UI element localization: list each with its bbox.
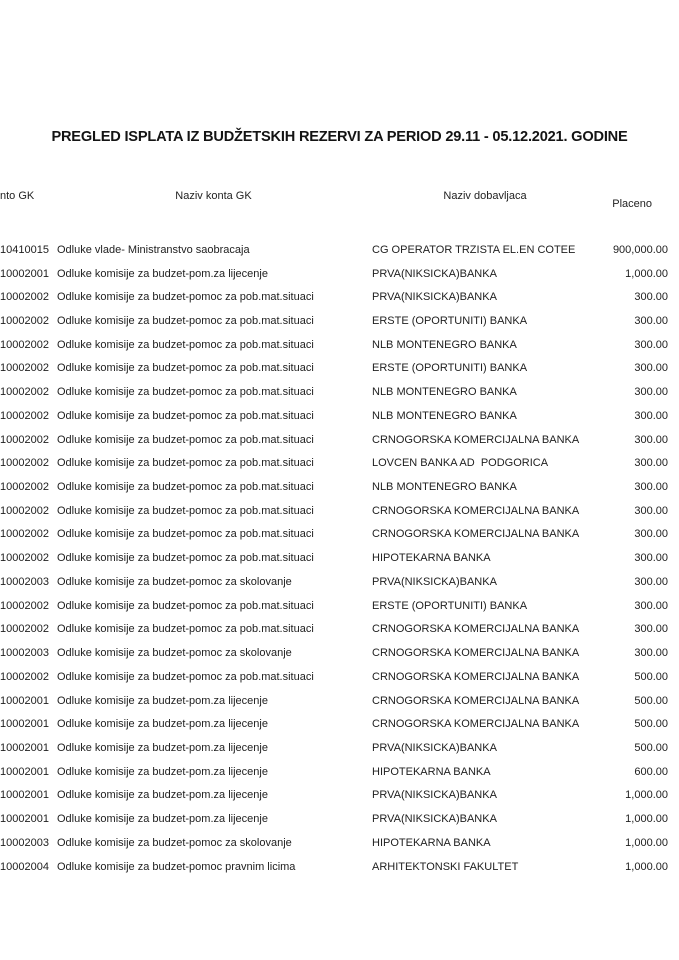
cell-placeno: 500.00 [634,741,668,754]
table-row [0,784,679,808]
cell-placeno: 500.00 [634,670,668,683]
cell-placeno: 300.00 [634,433,668,446]
table-row [0,855,679,879]
cell-placeno: 600.00 [634,765,668,778]
cell-konto-gk: 10002002 [0,291,49,304]
cell-konto-gk: 10002002 [0,315,49,328]
cell-naziv-dobavljaca: CRNOGORSKA KOMERCIJALNA BANKA [372,647,580,660]
cell-placeno: 1,000.00 [625,789,668,802]
cell-konto-gk: 10002002 [0,433,49,446]
cell-naziv-konta: Odluke komisije za budzet-pomoc za skolovanje [57,647,292,660]
cell-placeno: 300.00 [634,315,668,328]
cell-konto-gk: 10002002 [0,504,49,517]
table-row [0,546,679,570]
table-row [0,523,679,547]
cell-naziv-konta: Odluke komisije za budzet-pomoc za pob.mat.situaci [57,291,314,304]
cell-naziv-dobavljaca: CRNOGORSKA KOMERCIJALNA BANKA [372,528,580,541]
cell-konto-gk: 10002002 [0,528,49,541]
table-row [0,333,679,357]
cell-naziv-konta: Odluke komisije za budzet-pomoc za skolovanje [57,836,292,849]
table-row [0,404,679,428]
cell-konto-gk: 10002004 [0,860,49,873]
cell-naziv-konta: Odluke komisije za budzet-pomoc za pob.mat.situaci [57,528,314,541]
cell-konto-gk: 10002002 [0,599,49,612]
cell-naziv-dobavljaca: ERSTE (OPORTUNITI) BANKA [372,362,528,375]
cell-placeno: 500.00 [634,694,668,707]
table-row [0,475,679,499]
cell-naziv-konta: Odluke komisije za budzet-pom.za lijecenje [57,694,268,707]
cell-naziv-dobavljaca: CG OPERATOR TRZISTA EL.EN COTEE [372,243,576,256]
cell-konto-gk: 10002001 [0,694,49,707]
report-title: PREGLED ISPLATA IZ BUDŽETSKIH REZERVI ZA PERIOD 29.11 - 05.12.2021. GODINE [51,129,628,145]
cell-placeno: 300.00 [634,362,668,375]
cell-naziv-konta: Odluke komisije za budzet-pomoc za pob.mat.situaci [57,599,314,612]
cell-naziv-dobavljaca: ARHITEKTONSKI FAKULTET [372,860,519,873]
cell-placeno: 300.00 [634,575,668,588]
cell-konto-gk: 10002001 [0,789,49,802]
cell-naziv-konta: Odluke komisije za budzet-pomoc za pob.mat.situaci [57,504,314,517]
payments-table [0,238,679,878]
cell-konto-gk: 10002002 [0,409,49,422]
cell-naziv-dobavljaca: CRNOGORSKA KOMERCIJALNA BANKA [372,623,580,636]
cell-konto-gk: 10002002 [0,481,49,494]
table-row [0,262,679,286]
cell-konto-gk: 10002001 [0,765,49,778]
cell-naziv-konta: Odluke komisije za budzet-pomoc za pob.mat.situaci [57,457,314,470]
col-header-naziv-konta-gk: Naziv konta GK [175,190,252,202]
cell-konto-gk: 10002003 [0,647,49,660]
cell-placeno: 1,000.00 [625,267,668,280]
cell-naziv-dobavljaca: CRNOGORSKA KOMERCIJALNA BANKA [372,670,580,683]
cell-placeno: 300.00 [634,504,668,517]
col-header-placeno: Placeno [612,198,652,210]
table-row [0,570,679,594]
cell-naziv-dobavljaca: PRVA(NIKSICKA)BANKA [372,575,497,588]
cell-konto-gk: 10410015 [0,243,49,256]
cell-naziv-konta: Odluke komisije za budzet-pomoc za pob.mat.situaci [57,338,314,351]
cell-naziv-dobavljaca: HIPOTEKARNA BANKA [372,765,491,778]
cell-konto-gk: 10002001 [0,813,49,826]
cell-konto-gk: 10002002 [0,338,49,351]
cell-naziv-dobavljaca: NLB MONTENEGRO BANKA [372,481,517,494]
cell-placeno: 300.00 [634,386,668,399]
cell-naziv-konta: Odluke komisije za budzet-pomoc za pob.mat.situaci [57,670,314,683]
cell-naziv-dobavljaca: NLB MONTENEGRO BANKA [372,338,517,351]
cell-naziv-konta: Odluke komisije za budzet-pom.za lijecenje [57,789,268,802]
table-header [0,190,679,210]
cell-konto-gk: 10002001 [0,741,49,754]
cell-placeno: 300.00 [634,457,668,470]
cell-naziv-dobavljaca: PRVA(NIKSICKA)BANKA [372,813,497,826]
table-row [0,689,679,713]
cell-naziv-konta: Odluke komisije za budzet-pomoc za pob.mat.situaci [57,623,314,636]
table-row [0,760,679,784]
table-row [0,357,679,381]
cell-konto-gk: 10002002 [0,362,49,375]
cell-naziv-dobavljaca: HIPOTEKARNA BANKA [372,836,491,849]
table-row [0,285,679,309]
cell-naziv-dobavljaca: NLB MONTENEGRO BANKA [372,409,517,422]
table-row [0,309,679,333]
cell-naziv-dobavljaca: PRVA(NIKSICKA)BANKA [372,741,497,754]
cell-konto-gk: 10002002 [0,457,49,470]
cell-placeno: 300.00 [634,647,668,660]
table-row [0,736,679,760]
table-row [0,641,679,665]
table-row [0,665,679,689]
col-header-naziv-dobavljaca: Naziv dobavljaca [443,190,527,202]
cell-placeno: 300.00 [634,528,668,541]
table-row [0,238,679,262]
cell-placeno: 500.00 [634,718,668,731]
cell-naziv-konta: Odluke komisije za budzet-pomoc za pob.mat.situaci [57,362,314,375]
cell-placeno: 300.00 [634,409,668,422]
cell-naziv-dobavljaca: LOVCEN BANKA AD PODGORICA [372,457,549,470]
cell-naziv-konta: Odluke komisije za budzet-pomoc za pob.mat.situaci [57,315,314,328]
cell-naziv-konta: Odluke vlade- Ministranstvo saobracaja [57,243,250,256]
cell-konto-gk: 10002002 [0,386,49,399]
cell-placeno: 1,000.00 [625,813,668,826]
cell-konto-gk: 10002002 [0,670,49,683]
cell-placeno: 900,000.00 [612,243,668,256]
table-row [0,499,679,523]
cell-placeno: 300.00 [634,552,668,565]
cell-konto-gk: 10002003 [0,836,49,849]
table-row [0,380,679,404]
table-row [0,594,679,618]
table-row [0,831,679,855]
cell-naziv-konta: Odluke komisije za budzet-pomoc pravnim licima [57,860,296,873]
cell-naziv-dobavljaca: CRNOGORSKA KOMERCIJALNA BANKA [372,433,580,446]
cell-naziv-dobavljaca: NLB MONTENEGRO BANKA [372,386,517,399]
cell-naziv-konta: Odluke komisije za budzet-pom.za lijecenje [57,267,268,280]
cell-konto-gk: 10002001 [0,718,49,731]
cell-naziv-konta: Odluke komisije za budzet-pom.za lijecenje [57,741,268,754]
table-row [0,451,679,475]
cell-naziv-konta: Odluke komisije za budzet-pomoc za pob.mat.situaci [57,552,314,565]
cell-naziv-dobavljaca: ERSTE (OPORTUNITI) BANKA [372,599,528,612]
cell-naziv-konta: Odluke komisije za budzet-pomoc za pob.mat.situaci [57,433,314,446]
cell-placeno: 300.00 [634,338,668,351]
cell-konto-gk: 10002003 [0,575,49,588]
table-row [0,712,679,736]
cell-konto-gk: 10002002 [0,623,49,636]
cell-naziv-dobavljaca: CRNOGORSKA KOMERCIJALNA BANKA [372,694,580,707]
cell-konto-gk: 10002002 [0,552,49,565]
cell-naziv-dobavljaca: HIPOTEKARNA BANKA [372,552,491,565]
cell-naziv-dobavljaca: PRVA(NIKSICKA)BANKA [372,789,497,802]
table-row [0,807,679,831]
cell-placeno: 300.00 [634,599,668,612]
cell-placeno: 300.00 [634,623,668,636]
cell-naziv-dobavljaca: PRVA(NIKSICKA)BANKA [372,267,497,280]
cell-naziv-konta: Odluke komisije za budzet-pom.za lijecenje [57,813,268,826]
cell-naziv-konta: Odluke komisije za budzet-pomoc za pob.mat.situaci [57,409,314,422]
cell-placeno: 300.00 [634,291,668,304]
cell-naziv-konta: Odluke komisije za budzet-pom.za lijecenje [57,765,268,778]
cell-naziv-konta: Odluke komisije za budzet-pomoc za skolovanje [57,575,292,588]
col-header-konto-gk: nto GK [0,190,35,202]
cell-naziv-dobavljaca: PRVA(NIKSICKA)BANKA [372,291,497,304]
cell-naziv-konta: Odluke komisije za budzet-pomoc za pob.mat.situaci [57,481,314,494]
table-row [0,428,679,452]
cell-naziv-konta: Odluke komisije za budzet-pom.za lijecenje [57,718,268,731]
cell-placeno: 1,000.00 [625,860,668,873]
table-row [0,618,679,642]
cell-placeno: 1,000.00 [625,836,668,849]
cell-naziv-konta: Odluke komisije za budzet-pomoc za pob.mat.situaci [57,386,314,399]
cell-placeno: 300.00 [634,481,668,494]
cell-naziv-dobavljaca: ERSTE (OPORTUNITI) BANKA [372,315,528,328]
cell-naziv-dobavljaca: CRNOGORSKA KOMERCIJALNA BANKA [372,504,580,517]
cell-konto-gk: 10002001 [0,267,49,280]
cell-naziv-dobavljaca: CRNOGORSKA KOMERCIJALNA BANKA [372,718,580,731]
